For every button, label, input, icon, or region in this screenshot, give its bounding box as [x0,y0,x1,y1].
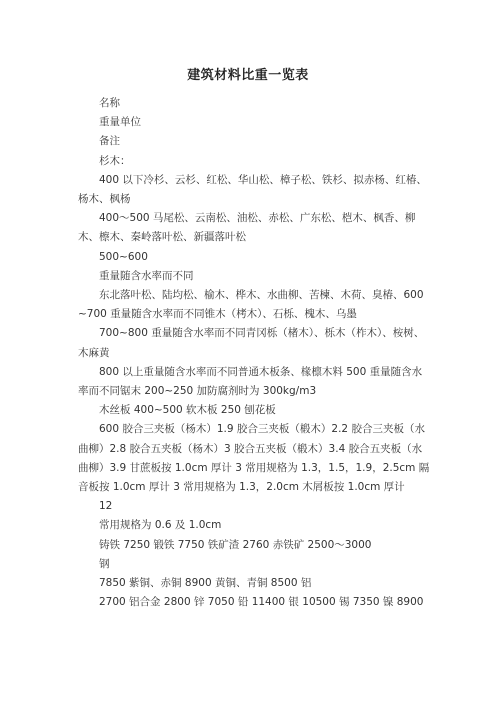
paragraph: 400～500 马尾松、云南松、油松、赤松、广东松、桤木、枫香、柳木、檫木、秦岭落叶松、新疆落叶松 [78,212,416,244]
paragraph: 700~800 重量随含水率而不同青冈栎（楮木）、栎木（柞木）、桉树、木麻黄 [78,327,425,359]
document-body [78,94,430,612]
paragraph: 备注 [99,135,120,148]
paragraph: 重量随含水率而不同 [99,269,194,282]
paragraph: 7850 紫铜、赤铜 8900 黄铜、青铜 8500 铝 [99,577,312,590]
paragraph: 东北落叶松、陆均松、榆木、桦木、水曲柳、苦楝、木荷、臭椿、600~700 重量随含水率而不同锥木（栲木）、石栎、槐木、乌墨 [78,289,424,321]
paragraph: 2700 铝合金 2800 锌 7050 铅 11400 银 10500 锡 7350 镍 8900 [99,596,424,609]
paragraph: 400 以下冷杉、云杉、红松、华山松、樟子松、铁杉、拟赤杨、红椿、杨木、枫杨 [78,173,427,206]
document-title: 建筑材料比重一览表 [187,68,309,83]
paragraph: 钢 [99,557,110,570]
paragraph: 重量单位 [99,116,141,129]
paragraph: 常用规格为 0.6 及 1.0cm [99,519,222,532]
paragraph: 名称 [99,97,120,109]
paragraph: 木丝板 400~500 软木板 250 刨花板 [99,404,276,417]
paragraph: 500~600 [99,250,148,263]
paragraph: 铸铁 7250 锻铁 7750 铁矿渣 2760 赤铁矿 2500～3000 [99,538,372,551]
paragraph: 12 [99,500,113,513]
paragraph: 800 以上重量随含水率而不同普通木板条、椽檩木料 500 重量随含水率而不同锯末 200~250 加防腐剂时为 300kg/m3 [78,365,423,398]
paragraph: 杉木： [99,154,131,167]
paragraph: 600 胶合三夹板（杨木）1.9 胶合三夹板（椴木）2.2 胶合三夹板（水曲柳）2.8 胶合五夹板（杨木）3 胶合五夹板（椴木）3.4 胶合五夹板（水曲柳）3.9 甘蔗板按 1.0cm 厚计 3 常用规格为 1.3，1.5，1.9，2.5cm 隔音板按 1.0cm 厚计 3 常用规格为 1.3，2.0cm 木屑板按 1.0cm 厚计 [78,423,430,494]
